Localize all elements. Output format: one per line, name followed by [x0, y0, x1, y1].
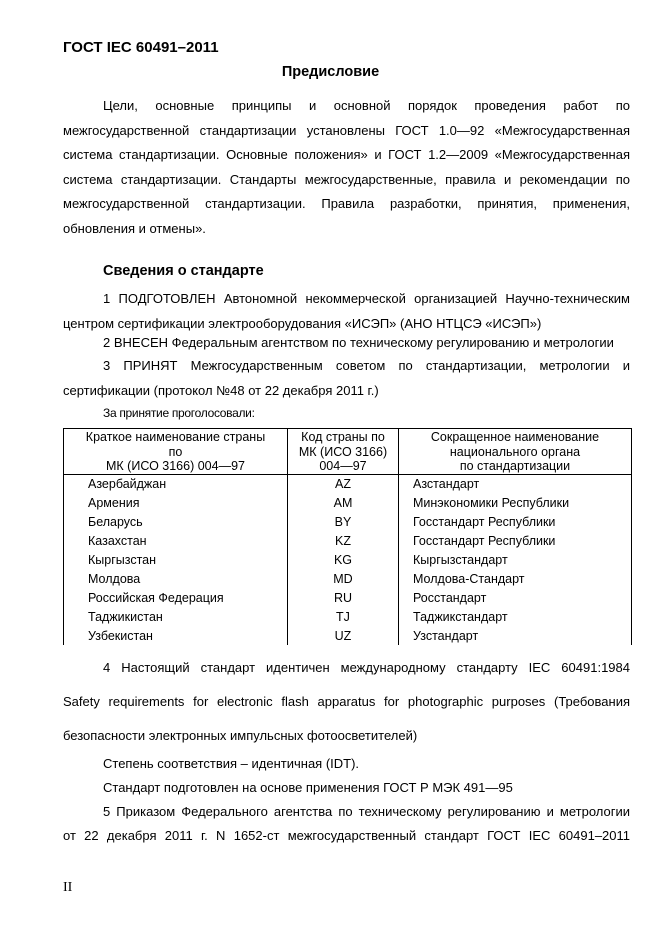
body-cell: Молдова-Стандарт	[399, 569, 632, 588]
item-5-line-1: 5 Приказом Федерального агентства по техническому регулированию и метрологии	[103, 804, 630, 819]
page-number: II	[63, 880, 73, 895]
voted-caption: За принятие проголосовали:	[103, 406, 255, 420]
table-row	[64, 494, 632, 513]
info-item-3: 3 ПРИНЯТ Межгосударственным советом по стандартизации, метрологии и сертификации (протокол №48 от 22 декабря 2011 г.)	[63, 358, 630, 398]
body-cell: Минэкономики Республики	[399, 494, 632, 513]
country-cell: Узбекистан	[64, 626, 288, 645]
compliance-degree: Степень соответствия – идентичная (IDT).	[103, 756, 360, 771]
table-row	[64, 513, 632, 532]
table-row	[64, 607, 632, 626]
prepared-basis: Стандарт подготовлен на основе применения ГОСТ Р МЭК 491—95	[103, 780, 513, 795]
info-item-2: 2 ВНЕСЕН Федеральным агентством по техническому регулированию и метрологии	[103, 335, 614, 350]
table-row	[64, 475, 632, 494]
standard-info-title: Сведения о стандарте	[103, 263, 264, 279]
vote-table	[63, 428, 632, 645]
table-row	[64, 569, 632, 588]
code-cell: KG	[288, 551, 399, 570]
table-row	[64, 588, 632, 607]
item-5-line-2: от 22 декабря 2011 г. N 1652-ст межгосударственный стандарт ГОСТ IEC 60491–2011	[63, 828, 630, 843]
table-row	[64, 532, 632, 551]
info-item-1: 1 ПОДГОТОВЛЕН Автономной некоммерческой организацией Научно-техническим центром сертификации электрооборудования «ИСЭП» (АНО НТЦСЭ «ИСЭП»)	[63, 291, 630, 331]
body-cell: Азстандарт	[399, 475, 632, 494]
vote-table-header	[64, 429, 632, 475]
country-cell: Армения	[64, 494, 288, 513]
code-cell: MD	[288, 569, 399, 588]
code-cell: AZ	[288, 475, 399, 494]
item-4-line-1: 4 Настоящий стандарт идентичен международному стандарту IEC 60491:1984	[103, 660, 630, 675]
item-4-line-2: Safety requirements for electronic flash apparatus for photographic purposes (Требования	[63, 694, 630, 709]
table-row	[64, 551, 632, 570]
code-cell: UZ	[288, 626, 399, 645]
header-body: Сокращенное наименование национального органа по стандартизации	[399, 429, 632, 475]
preface-paragraph: Цели, основные принципы и основной порядок проведения работ по межгосударственной стандартизации установлены ГОСТ 1.0—92 «Межгосударственная система стандартизации. Основные положения» и ГОСТ 1.2—2009 «Межгосударственная система стандартизации. Стандарты межгосударственные, правила и рекомендации по межгосударственной стандартизации. Правила разработки, принятия, применения, обновления и отмены».	[63, 98, 630, 236]
table-row	[64, 626, 632, 645]
country-cell: Беларусь	[64, 513, 288, 532]
header-code: Код страны по МК (ИСО 3166) 004—97	[288, 429, 399, 475]
code-cell: BY	[288, 513, 399, 532]
body-cell: Госстандарт Республики	[399, 532, 632, 551]
body-cell: Кыргызстандарт	[399, 551, 632, 570]
country-cell: Азербайджан	[64, 475, 288, 494]
preface-title: Предисловие	[281, 64, 380, 80]
document-code: ГОСТ IEC 60491–2011	[63, 39, 219, 56]
country-cell: Казахстан	[64, 532, 288, 551]
body-cell: Росстандарт	[399, 588, 632, 607]
country-cell: Кыргызстан	[64, 551, 288, 570]
body-cell: Узстандарт	[399, 626, 632, 645]
body-cell: Таджикстандарт	[399, 607, 632, 626]
code-cell: RU	[288, 588, 399, 607]
code-cell: KZ	[288, 532, 399, 551]
code-cell: TJ	[288, 607, 399, 626]
body-cell: Госстандарт Республики	[399, 513, 632, 532]
header-country: Краткое наименование страны по МК (ИСО 3166) 004—97	[64, 429, 288, 475]
code-cell: AM	[288, 494, 399, 513]
country-cell: Таджикистан	[64, 607, 288, 626]
country-cell: Молдова	[64, 569, 288, 588]
item-4-line-3: безопасности электронных импульсных фотоосветителей)	[63, 728, 418, 743]
country-cell: Российская Федерация	[64, 588, 288, 607]
